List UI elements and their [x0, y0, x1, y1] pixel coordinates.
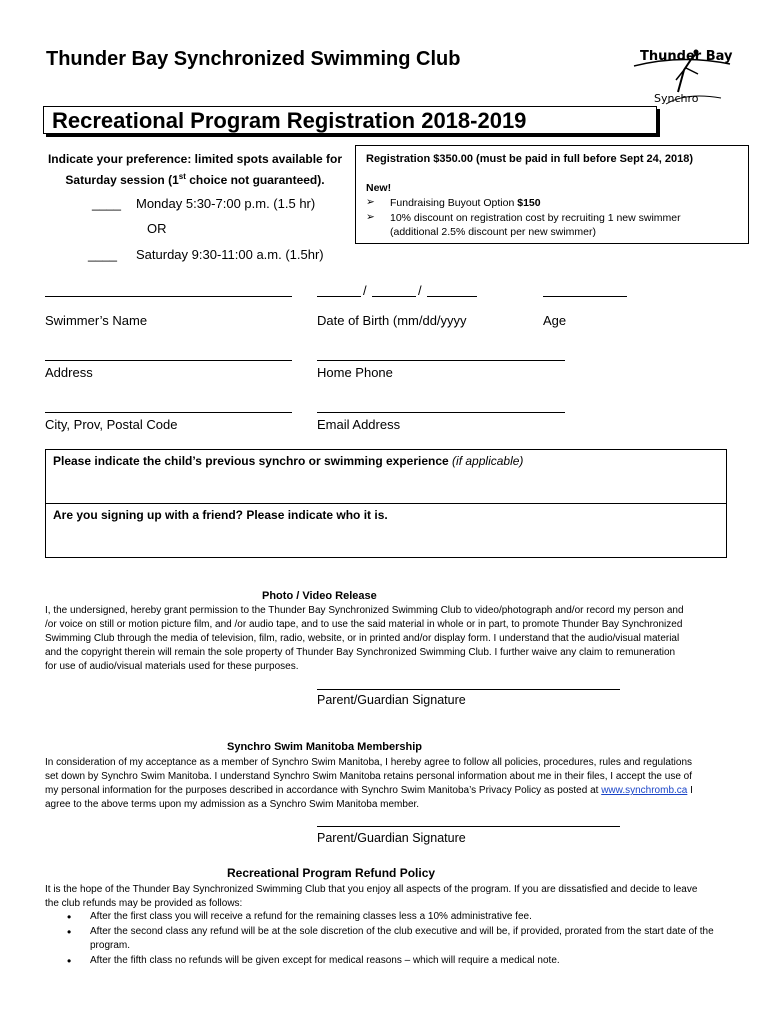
swimmer-name-field[interactable] [45, 296, 292, 297]
photo-release-heading: Photo / Video Release [262, 590, 377, 602]
refund-list [45, 910, 735, 969]
photo-signature-field[interactable] [317, 689, 620, 690]
address-field[interactable] [45, 360, 292, 361]
experience-answer-field[interactable] [46, 472, 726, 502]
dob-day-field[interactable] [372, 296, 416, 297]
or-label: OR [147, 221, 167, 236]
monday-checkbox-blank[interactable]: ____ [92, 196, 121, 211]
box-divider [46, 503, 726, 504]
form-title: Recreational Program Registration 2018-2019 [43, 106, 657, 134]
monday-option-label: Monday 5:30-7:00 p.m. (1.5 hr) [136, 196, 316, 211]
synchromb-link[interactable]: www.synchromb.ca [601, 785, 688, 796]
bullet-arrow-icon: ➢ [366, 211, 375, 223]
fees-box [355, 145, 749, 244]
home-phone-field[interactable] [317, 360, 565, 361]
dob-separator-1: / [363, 283, 367, 298]
email-field[interactable] [317, 412, 565, 413]
membership-signature-label: Parent/Guardian Signature [317, 831, 466, 845]
address-label: Address [45, 365, 93, 380]
club-logo [626, 40, 736, 106]
discount-option: 10% discount on registration cost by recruiting 1 new swimmer (additional 2.5% discount per new swimmer) [390, 212, 681, 238]
new-label: New! [366, 182, 392, 194]
refund-item-3: • After the fifth class no refunds will be given except for medical reasons – which will require a medical note. [45, 954, 735, 968]
age-label: Age [543, 313, 567, 328]
club-title: Thunder Bay Synchronized Swimming Club [46, 48, 461, 70]
refund-item-1: • After the first class you will receive a refund for the remaining classes less a 10% administrative fee. [45, 910, 735, 924]
logo-text-bottom: Synchro [654, 92, 699, 105]
saturday-option-label: Saturday 9:30-11:00 a.m. (1.5hr) [136, 247, 324, 262]
dob-year-field[interactable] [427, 296, 477, 297]
email-label: Email Address [317, 417, 401, 432]
logo-text-top: Thunder Bay [640, 49, 733, 64]
synchro-logo-icon [626, 40, 736, 106]
saturday-checkbox-blank[interactable]: ____ [88, 247, 117, 262]
preference-line-2: Saturday session (1st choice not guaranteed). [65, 172, 325, 187]
photo-release-text: I, the undersigned, hereby grant permission to the Thunder Bay Synchronized Swimming Club to video/photograph and/or record my person and /or voice on still or motion picture film, and /or audio tape, and to use the said material in whole or in part, to promote Thunder Bay Synchronized Swimming Club through the media of television, film, radio, website, or in printed and/or display form. I understand that the audio/visual material and the copyright therein will remain the sole property of Thunder Bay Synchronized Swimming Club. I further waive any claim to remuneration for use of audio/visual materials used for these purposes. [45, 605, 684, 672]
refund-heading: Recreational Program Refund Policy [227, 866, 436, 880]
membership-signature-field[interactable] [317, 826, 620, 827]
membership-text: In consideration of my acceptance as a member of Synchro Swim Manitoba, I hereby agree to follow all policies, procedures, rules and regulations set down by Synchro Swim Manitoba. I understand Synchro Swim Manitoba retains personal information about me in their files, I accept the use of my personal information for the purposes described in accordance with Synchro Swim Manitoba’s Privacy Policy as posted at www.synchromb.ca I agree to the above terms upon my admission as a Synchro Swim Manitoba member. [45, 757, 693, 810]
dob-label: Date of Birth (mm/dd/yyyy [317, 313, 467, 328]
fundraising-option: Fundraising Buyout Option $150 [390, 197, 541, 209]
refund-item-2: • After the second class any refund will be at the sole discretion of the club executive and will be, if provided, prorated from the start date of the program. [45, 925, 735, 953]
experience-friend-box [45, 449, 727, 558]
city-field[interactable] [45, 412, 292, 413]
refund-intro: It is the hope of the Thunder Bay Synchronized Swimming Club that you enjoy all aspects of the program. If you are dissatisfied and decide to leave the club refunds may be provided as follows: [45, 884, 698, 909]
registration-fee: Registration $350.00 (must be paid in full before Sept 24, 2018) [366, 153, 694, 165]
bullet-arrow-icon: ➢ [366, 196, 375, 208]
age-field[interactable] [543, 296, 627, 297]
swimmer-name-label: Swimmer’s Name [45, 313, 148, 328]
dob-month-field[interactable] [317, 296, 361, 297]
membership-heading: Synchro Swim Manitoba Membership [227, 741, 422, 753]
dob-separator-2: / [418, 283, 422, 298]
preference-instructions [40, 151, 350, 189]
city-label: City, Prov, Postal Code [45, 417, 178, 432]
preference-line-1: Indicate your preference: limited spots available for [47, 152, 343, 166]
photo-signature-label: Parent/Guardian Signature [317, 693, 466, 707]
friend-question: Are you signing up with a friend? Please indicate who it is. [53, 508, 388, 522]
home-phone-label: Home Phone [317, 365, 393, 380]
friend-answer-field[interactable] [46, 526, 726, 556]
experience-question: Please indicate the child’s previous synchro or swimming experience (if applicable) [53, 454, 524, 468]
